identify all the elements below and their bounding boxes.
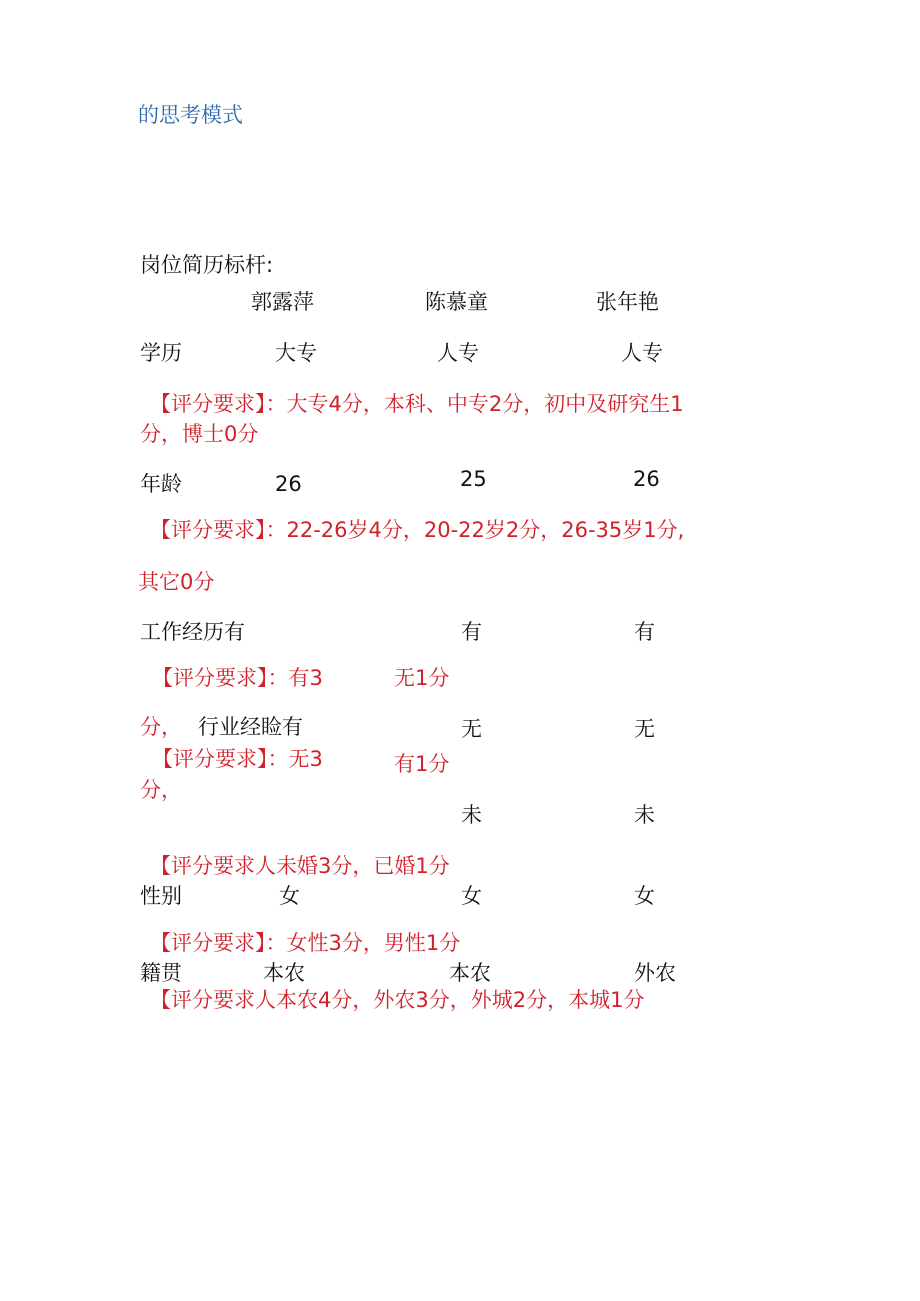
education-value-2: 人专 (437, 341, 479, 365)
work-experience-criteria-a: 【评分要求】：有3 (152, 666, 323, 690)
gender-value-3: 女 (634, 884, 655, 908)
marital-value-3: 未 (634, 803, 655, 827)
education-value-1: 大专 (275, 341, 317, 365)
section-title: 岗位简历标杆: (140, 253, 274, 277)
candidate-name-3: 张年艳 (596, 290, 659, 314)
age-value-1: 26 (275, 472, 302, 496)
candidate-name-2: 陈慕童 (425, 290, 488, 314)
hometown-criteria: 【评分要求人本农4分，外农3分，外城2分，本城1分 (150, 988, 645, 1012)
industry-experience-criteria-a: 【评分要求】：无3 (152, 747, 323, 771)
industry-experience-value-3: 无 (634, 717, 655, 741)
hometown-value-2: 本农 (449, 961, 491, 985)
industry-experience-value-2: 无 (461, 717, 482, 741)
hometown-value-1: 本农 (263, 961, 305, 985)
industry-experience-criteria-c: 分， (140, 778, 182, 802)
age-criteria-line2: 其它0分 (138, 570, 215, 594)
work-experience-label: 工作经历有 (140, 620, 245, 644)
work-experience-value-3: 有 (634, 620, 655, 644)
age-label: 年龄 (140, 472, 182, 496)
education-label: 学历 (140, 341, 182, 365)
page-heading: 的思考模式 (138, 103, 243, 127)
age-value-2: 25 (460, 467, 487, 491)
work-experience-criteria-c: 分， (140, 715, 182, 739)
gender-criteria: 【评分要求】：女性3分，男性1分 (150, 931, 461, 955)
work-experience-criteria-b: 无1分 (394, 666, 450, 690)
work-experience-value-2: 有 (461, 620, 482, 644)
gender-value-2: 女 (461, 884, 482, 908)
education-criteria-line2: 分，博士0分 (140, 422, 259, 446)
industry-experience-criteria-b: 有1分 (394, 752, 450, 776)
age-value-3: 26 (633, 467, 660, 491)
age-criteria-line1: 【评分要求】：22-26岁4分，20-22岁2分，26-35岁1分, (150, 518, 685, 542)
gender-label: 性别 (140, 884, 182, 908)
industry-experience-label: 行业经睑有 (198, 715, 303, 739)
education-value-3: 人专 (621, 341, 663, 365)
hometown-label: 籍贯 (140, 961, 182, 985)
candidate-name-1: 郭露萍 (251, 290, 314, 314)
marital-criteria: 【评分要求人未婚3分，已婚1分 (150, 854, 450, 878)
education-criteria-line1: 【评分要求】：大专4分，本科、中专2分，初中及研究生1 (150, 392, 684, 416)
hometown-value-3: 外农 (634, 961, 676, 985)
gender-value-1: 女 (279, 884, 300, 908)
marital-value-2: 未 (461, 803, 482, 827)
